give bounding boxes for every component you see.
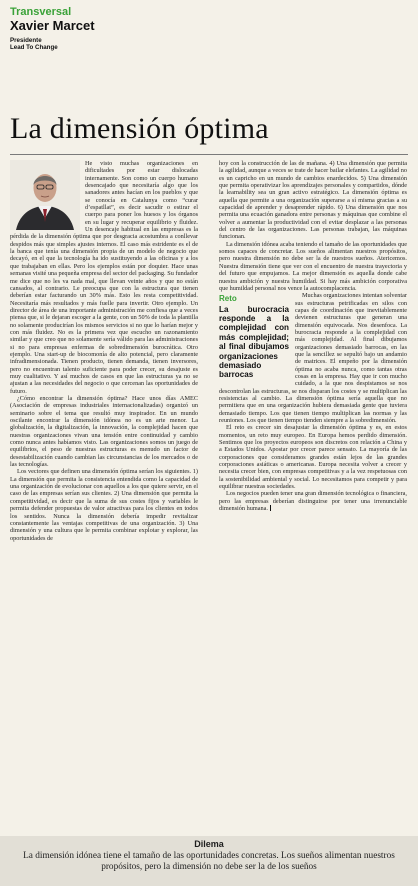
- pull-quote-tag: Reto: [219, 294, 237, 304]
- column-right-paragraph-4: El reto es crecer sin desajustar la dimensión óptima y es, en estos momentos, un reto muy europeo. En Europa hemos perdido dimensión. Sentimos que los proyectos europeos son discretos con relación a China y a Estados Unidos. Apostar por crecer parece sensato. La mayoría de las corporaciones que consideramos grandes están lejos de las grandes corporaciones asiáticas o americanas. Europa necesita volver a crecer y necesita crecer bien, con empresas competitivas y a la vez respetuosas con la sostenibilidad ambiental y social. Lo necesitamos para competir y para equilibrar nuestras sociedades.: [219, 424, 407, 491]
- pull-quote: [219, 294, 289, 380]
- end-mark-icon: [270, 505, 271, 511]
- column-left-paragraph-2: ¿Cómo encontrar la dimensión óptima? Hace unos días AMEC (Asociación de empresas industriales internacionalizadas) organizó un seminario sobre el tema que resultó muy inspirador. En un mundo oscilante encontrar la dimensión idónea no es un arte menor. La globalización, la digitalización, la innovación, la complejidad hacen que nuestras organizaciones vivan una tensión entre continuidad y cambio como nunca antes habíamos visto. Las organizaciones somos un juego de equilibrios, el peso de nuestras estructuras es menudo un factor de desestabilización cuando cambian las circunstancias de los mercados o de las tecnologías.: [10, 395, 198, 469]
- author-photo: [10, 160, 80, 230]
- closing-sentence: Los negocios pueden tener una gran dimensión tecnológica o financiera, pero las empresas deberían distinguirse por tener una irrenunciable dimensión humana.: [219, 490, 407, 513]
- column-right-paragraph-2: La dimensión idónea acaba teniendo el tamaño de las oportunidades que somos capaces de concretar. Los sueños alimentan nuestros propósitos, pero nuestra dimensión no debe ser la de nuestros sueños. Atericemos. Nuestra dimensión tiene que ver con el encuentro de nuestra trayectoria y del futuro que empujamos. La mejor dimensión es aquella donde cabe nuestra ambición y nuestra humildad. Si hay más ambición corporativa que humildad personal nos vence la autocomplacencia.: [219, 240, 407, 292]
- article-title: La dimensión óptima: [10, 112, 269, 145]
- column-left-paragraph-1: He visto muchas organizaciones en dificultades por estar dislocadas internamente. Son como un cuerpo humano desencajado que necesitaría algo que los sanadores antes hacían en los pueblos y que se conocía en Catalunya como “curar d’espatllat”, es decir sacudir o estirar el cuerpo para poner los huesos y los órganos en su lugar y recuperar equilibrio y fluidez. Un desencaje habitual en las empresas es la pérdida de la dimensión óptima que por desgracia acostumbra a conllevar despidos más que simples ajustes internos. El caso más estridente es el de la banca que tenía una dimensión propia de un modelo de negocio que decayó, en el que la tecnología ha ido sustituyendo a las oficinas y a los que trabajaban en ellas. Pero los ejemplos están por doquier. Hace unas semanas visité una pequeña empresa del sector del packaging. Su fundador me dice que no les va nada mal, que llevan veinte años y que no están cansados, al contrario. Le preocupa que con la estructura que tienen deberían estar facturando un 30% más. Esto les resta competitividad. Necesitaría más resultados y más fuelle para invertir. Otro ejemplo. Un director de área de una importante administración me confiesa que a veces piensa que, si le dejaran escoger a la gente, con un 50% de toda la plantilla no solamente producirían los mismos servicios si no que lo harían mejor y con más fluidez. No es la primera vez que escucho un razonamiento similar y que creo que no solamente sería válido para las administraciones si no para empresas enfermas de sobredimensión burocrática. Otro ejemplo. Una start-up de biocomonía de alto potencial, pero claramente infradimensionada. Tienen producto, tienen demanda, tienen inversores, pero no encuentran talento suficiente para poder crecer, su desajuste es muy cualitativo. Y así muchos de casos en que las estructuras ya no se ajustan a las necesidades del negocio o que cercenan las oportunidades de futuro.: [10, 160, 198, 395]
- column-right-paragraph-1: hoy con la construcción de las de mañana. 4) Una dimensión que permita la agilidad, aunque a veces se trate de hacer bailar elefantes. La agilidad no es un capricho en un mundo de cambios enardecidos. 5) Una dimensión que permita operativizar los aprendizajes personales y compartidos, dónde la learnability sea un gran activo estratégico. La dimensión óptima es aquella que permite a una organización superarse a sí misma gracias a su capacidad de aprender y desaprender rápido. 6) Una dimensión que nos permita una ecuación ganadora entre personas y máquinas que combine el volver a aumentar la productividad con el evitar desplazar a las personas del centro de las organizaciones. Las personas trabajan, las máquinas funcionan.: [219, 160, 407, 241]
- author-name: Xavier Marcet: [10, 18, 95, 33]
- section-label: Transversal: [10, 6, 72, 18]
- author-role-title: Presidente: [10, 37, 42, 44]
- title-divider: [10, 154, 408, 155]
- dilema-title: Dilema: [194, 839, 224, 849]
- article-header: [10, 6, 95, 52]
- column-right-paragraph-5: [219, 490, 407, 512]
- article-column-left: [10, 160, 198, 542]
- pull-quote-text: La burocracia responde a la complejidad con más complejidad; al final dibujamos organizaciones demasiado barrocas: [219, 304, 289, 380]
- dilema-text: La dimensión idónea tiene el tamaño de las oportunidades concretas. Los sueños alimentan nuestros propósitos, pero la dimensión no debe ser la de los sueños: [23, 851, 395, 872]
- author-role-company: Lead To Change: [10, 44, 58, 52]
- article-column-right: [219, 160, 407, 513]
- author-role: [10, 37, 95, 52]
- author-portrait-icon: [10, 160, 80, 230]
- dilema-box: [0, 836, 418, 886]
- column-right-paragraph-3: Muchas organizaciones intentan solventar sus estructuras petrificadas en silos con capas de coordinación que inevitablemente devienen estructuras que generan una dimensión equivocada. Nos desenfoca. La burocracia responde a la complejidad con más complejidad. Al final dibujamos organizaciones demasiado barrocas, en las que la sencillez se sepultó bajo un andamio de matrices. El empeño por la dimensión óptima no acaba nunca, como tantas otras cosas en la empresa. Hay que ir con mucho cuidado, a la que nos despistamos se nos descontrolan las estructuras, se nos disparan los costes y se multiplican las resistencias al cambio. La dimensión óptima sería aquella que no permitiera que en una organización hubiera demasiada gente que tuviera demasiado tiempo. Los que tienen tiempo multiplican las normas y las reuniones. Los que tienen tiempo tienden siempre a la sobredimensión.: [219, 292, 407, 425]
- column-left-paragraph-3: Los vectores que definen una dimensión óptima serían los siguientes. 1) La dimensión que permita la consistencia entendida como la capacidad de una organización de evolucionar con aquellos a los que quiere servir, en el caso de las empresas serían sus clientes. 2) Una dimensión que permita la competitividad, es decir que la suma de sus costes fijos y variables le permita defender propuestas de valor atractivas para los clientes en todos los sentidos. Nunca la dimensión debería impedir revitalizar constantemente las ventajas competitivas de una organización. 3) Una dimensión y una cultura que le permita combinar explotar y explorar, las oportunidades de: [10, 468, 198, 542]
